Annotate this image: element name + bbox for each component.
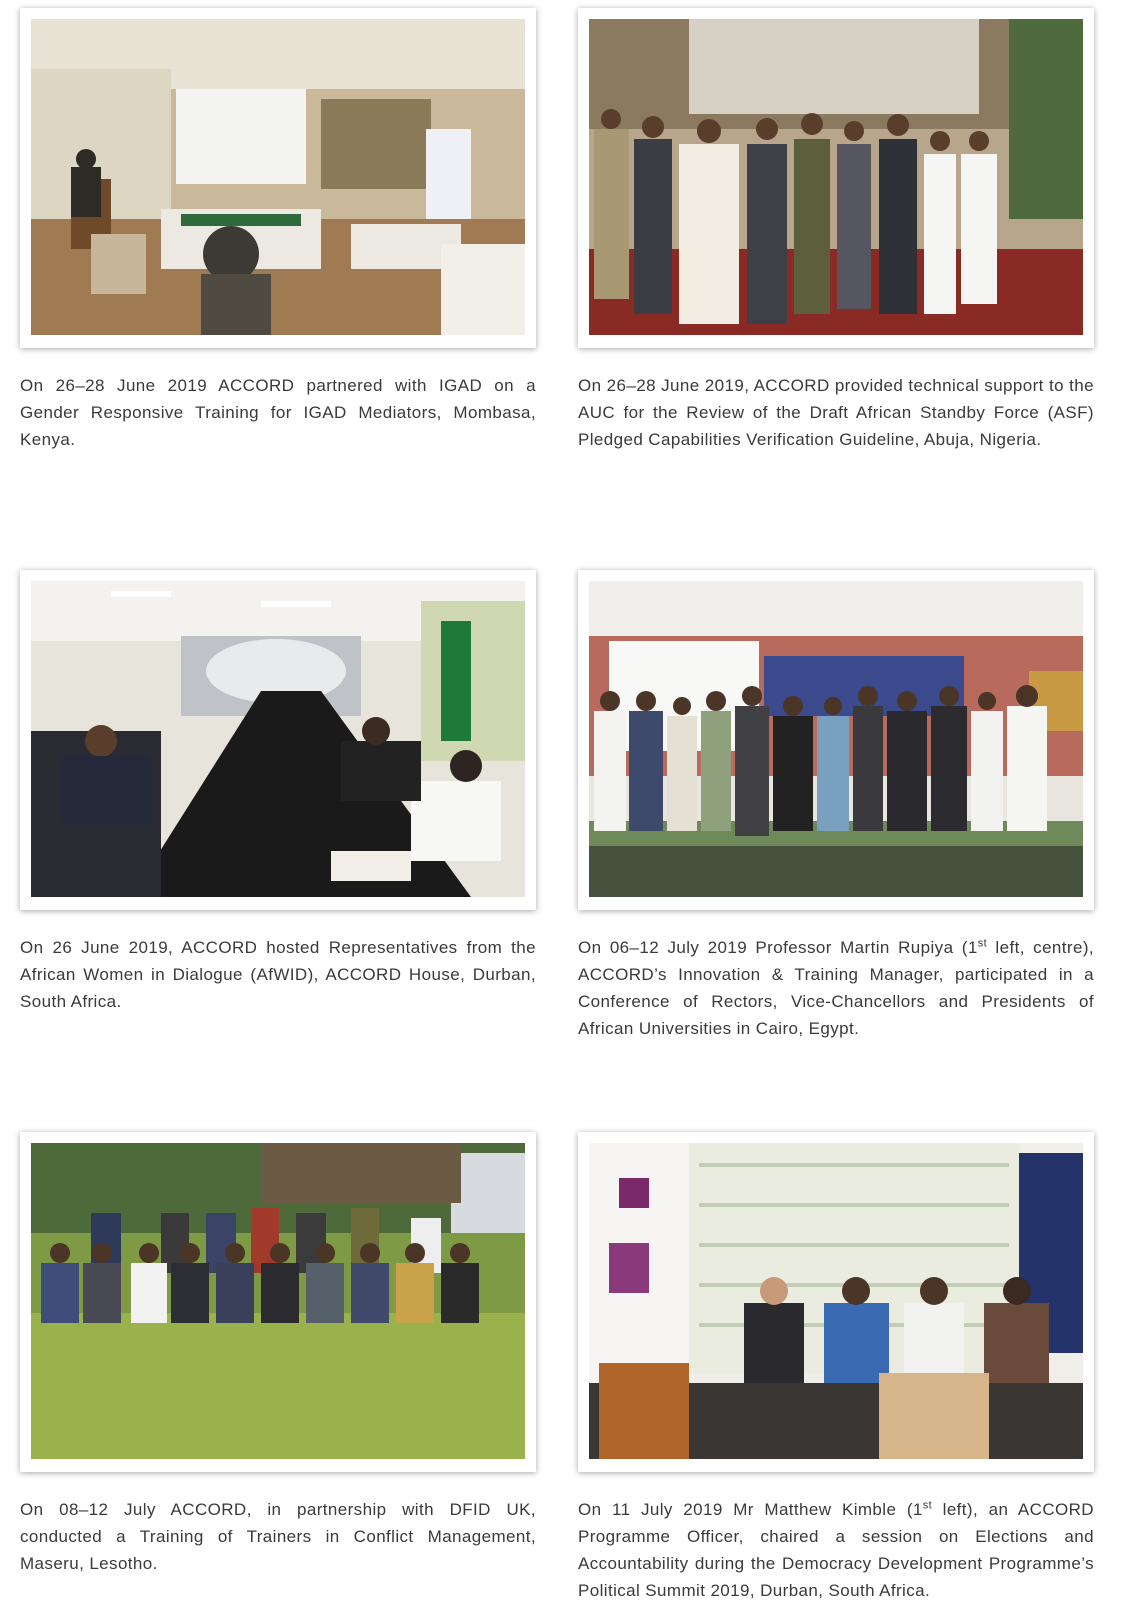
photo-frame <box>20 8 536 348</box>
photo-caption: On 26 June 2019, ACCORD hosted Representatives from the African Women in Dialogue (AfWID), ACCORD House, Durban, South Africa. <box>20 938 536 1011</box>
boardroom-photo <box>31 581 525 897</box>
conference-group-photo <box>589 581 1083 897</box>
ordinal-superscript: st <box>922 1499 933 1512</box>
outdoor-group-photo <box>31 1143 525 1459</box>
photo-caption: On 26–28 June 2019, ACCORD provided technical support to the AUC for the Review of the Draft African Standby Force (ASF) Pledged Capabilities Verification Guideline, Abuja, Nigeria. <box>578 376 1094 449</box>
photo-frame <box>578 1132 1094 1472</box>
photo-caption: On 26–28 June 2019 ACCORD partnered with IGAD on a Gender Responsive Training for IGAD Mediators, Mombasa, Kenya. <box>20 376 536 449</box>
photo-caption: On 06–12 July 2019 Professor Martin Rupiya (1st left, centre), ACCORD’s Innovation & Training Manager, participated in a Conference of Rectors, Vice-Chancellors and Presidents of African Universities in Cairo, Egypt. <box>578 937 1095 1038</box>
meeting-room-photo <box>31 19 525 335</box>
photo-caption: On 08–12 July ACCORD, in partnership with DFID UK, conducted a Training of Trainers in Conflict Management, Maseru, Lesotho. <box>20 1500 536 1573</box>
photo-frame <box>20 570 536 910</box>
photo-caption: On 11 July 2019 Mr Matthew Kimble (1st left), an ACCORD Programme Officer, chaired a session on Elections and Accountability during the Democracy Development Programme’s Political Summit 2019, Durban, South Africa. <box>578 1499 1094 1600</box>
photo-frame <box>578 570 1094 910</box>
ordinal-superscript: st <box>977 937 988 950</box>
group-photo <box>589 19 1083 335</box>
panel-session-photo <box>589 1143 1083 1459</box>
photo-frame <box>20 1132 536 1472</box>
photo-frame <box>578 8 1094 348</box>
